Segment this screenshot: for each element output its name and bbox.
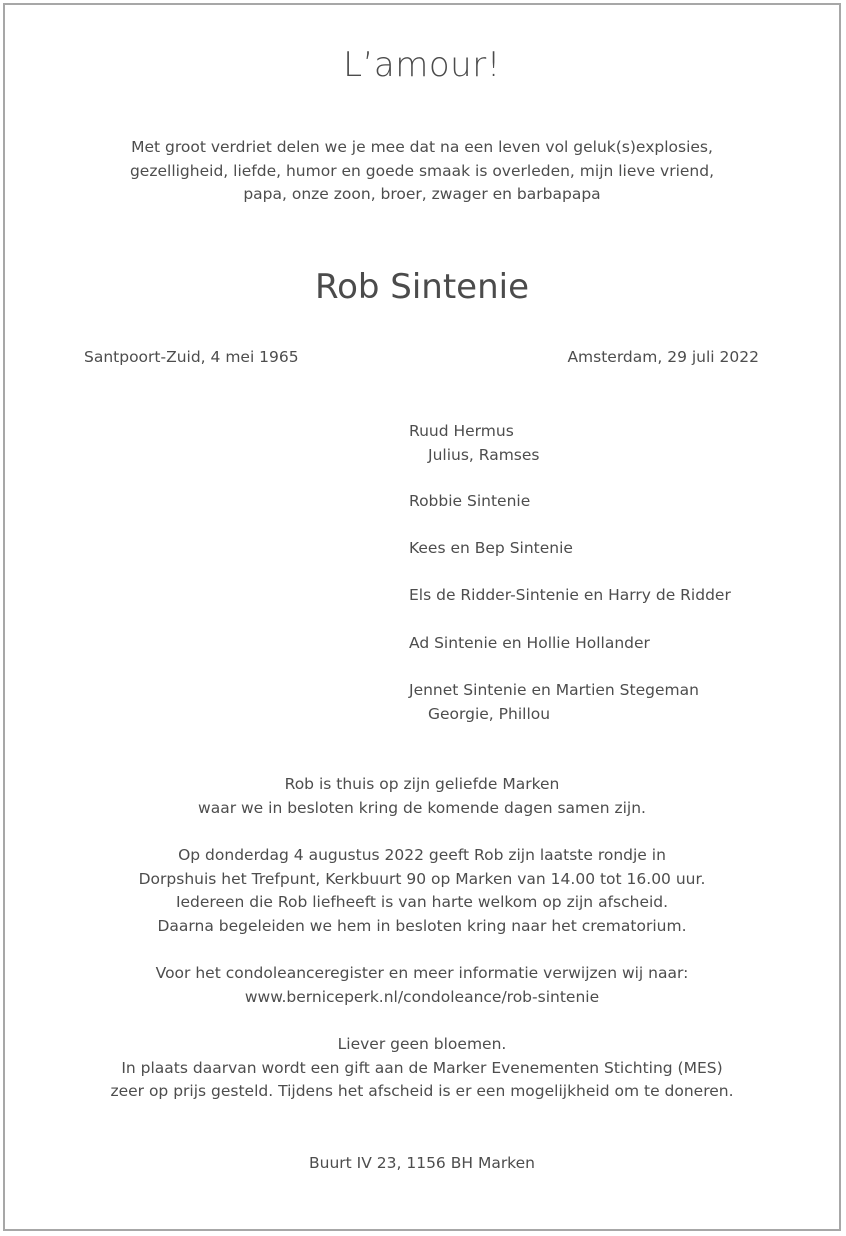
intro-line: Met groot verdriet delen we je mee dat na een leven vol geluk(s)explosies, <box>131 138 713 156</box>
family-name: Robbie Sintenie <box>409 492 531 510</box>
family-entry <box>409 583 731 607</box>
flowers-line: zeer op prijs gesteld. Tijdens het afscheid is er een mogelijkheid om te doneren. <box>110 1082 734 1100</box>
birth-place-date: Santpoort-Zuid, 4 mei 1965 <box>84 348 299 366</box>
condolence-text <box>5 962 839 1009</box>
family-name: Els de Ridder-Sintenie en Harry de Ridder <box>409 586 731 604</box>
home-line: Rob is thuis op zijn geliefde Marken <box>284 775 560 793</box>
flowers-line: In plaats daarvan wordt een gift aan de Marker Evenementen Stichting (MES) <box>121 1058 723 1077</box>
family-entry <box>409 631 650 655</box>
death-place-date: Amsterdam, 29 juli 2022 <box>567 348 759 366</box>
family-children: Georgie, Phillou <box>428 705 551 723</box>
family-name: Kees en Bep Sintenie <box>409 539 573 557</box>
family-name: Jennet Sintenie en Martien Stegeman <box>409 681 699 699</box>
farewell-line: Dorpshuis het Trefpunt, Kerkbuurt 90 op Marken van 14.00 tot 16.00 uur. <box>138 869 706 888</box>
home-line: waar we in besloten kring de komende dagen samen zijn. <box>198 798 646 817</box>
family-entry <box>409 536 573 560</box>
condolence-line: Voor het condoleanceregister en meer informatie verwijzen wij naar: <box>155 964 689 982</box>
family-entry <box>409 678 699 726</box>
intro-text <box>5 136 839 207</box>
deceased-name: Rob Sintenie <box>314 267 530 307</box>
flowers-line: Liever geen bloemen. <box>337 1035 507 1053</box>
family-children: Julius, Ramses <box>428 446 540 464</box>
family-name: Ruud Hermus <box>409 422 514 440</box>
farewell-line: Op donderdag 4 augustus 2022 geeft Rob zijn laatste rondje in <box>178 846 666 864</box>
intro-line: gezelligheid, liefde, humor en goede smaak is overleden, mijn lieve vriend, <box>129 161 715 180</box>
farewell-text <box>5 844 839 938</box>
farewell-line: Iedereen die Rob liefheeft is van harte welkom op zijn afscheid. <box>175 893 669 911</box>
home-text <box>5 773 839 820</box>
family-name: Ad Sintenie en Hollie Hollander <box>409 634 650 652</box>
flowers-text <box>5 1033 839 1104</box>
intro-line: papa, onze zoon, broer, zwager en barbapapa <box>243 185 601 203</box>
condolence-link: www.berniceperk.nl/condoleance/rob-sintenie <box>244 987 600 1006</box>
heading: L’amour! <box>343 45 501 85</box>
announcement-card <box>3 3 841 1231</box>
family-entry <box>409 419 539 467</box>
farewell-line: Daarna begeleiden we hem in besloten kring naar het crematorium. <box>157 916 687 935</box>
family-entry <box>409 489 530 513</box>
address: Buurt IV 23, 1156 BH Marken <box>309 1154 535 1172</box>
